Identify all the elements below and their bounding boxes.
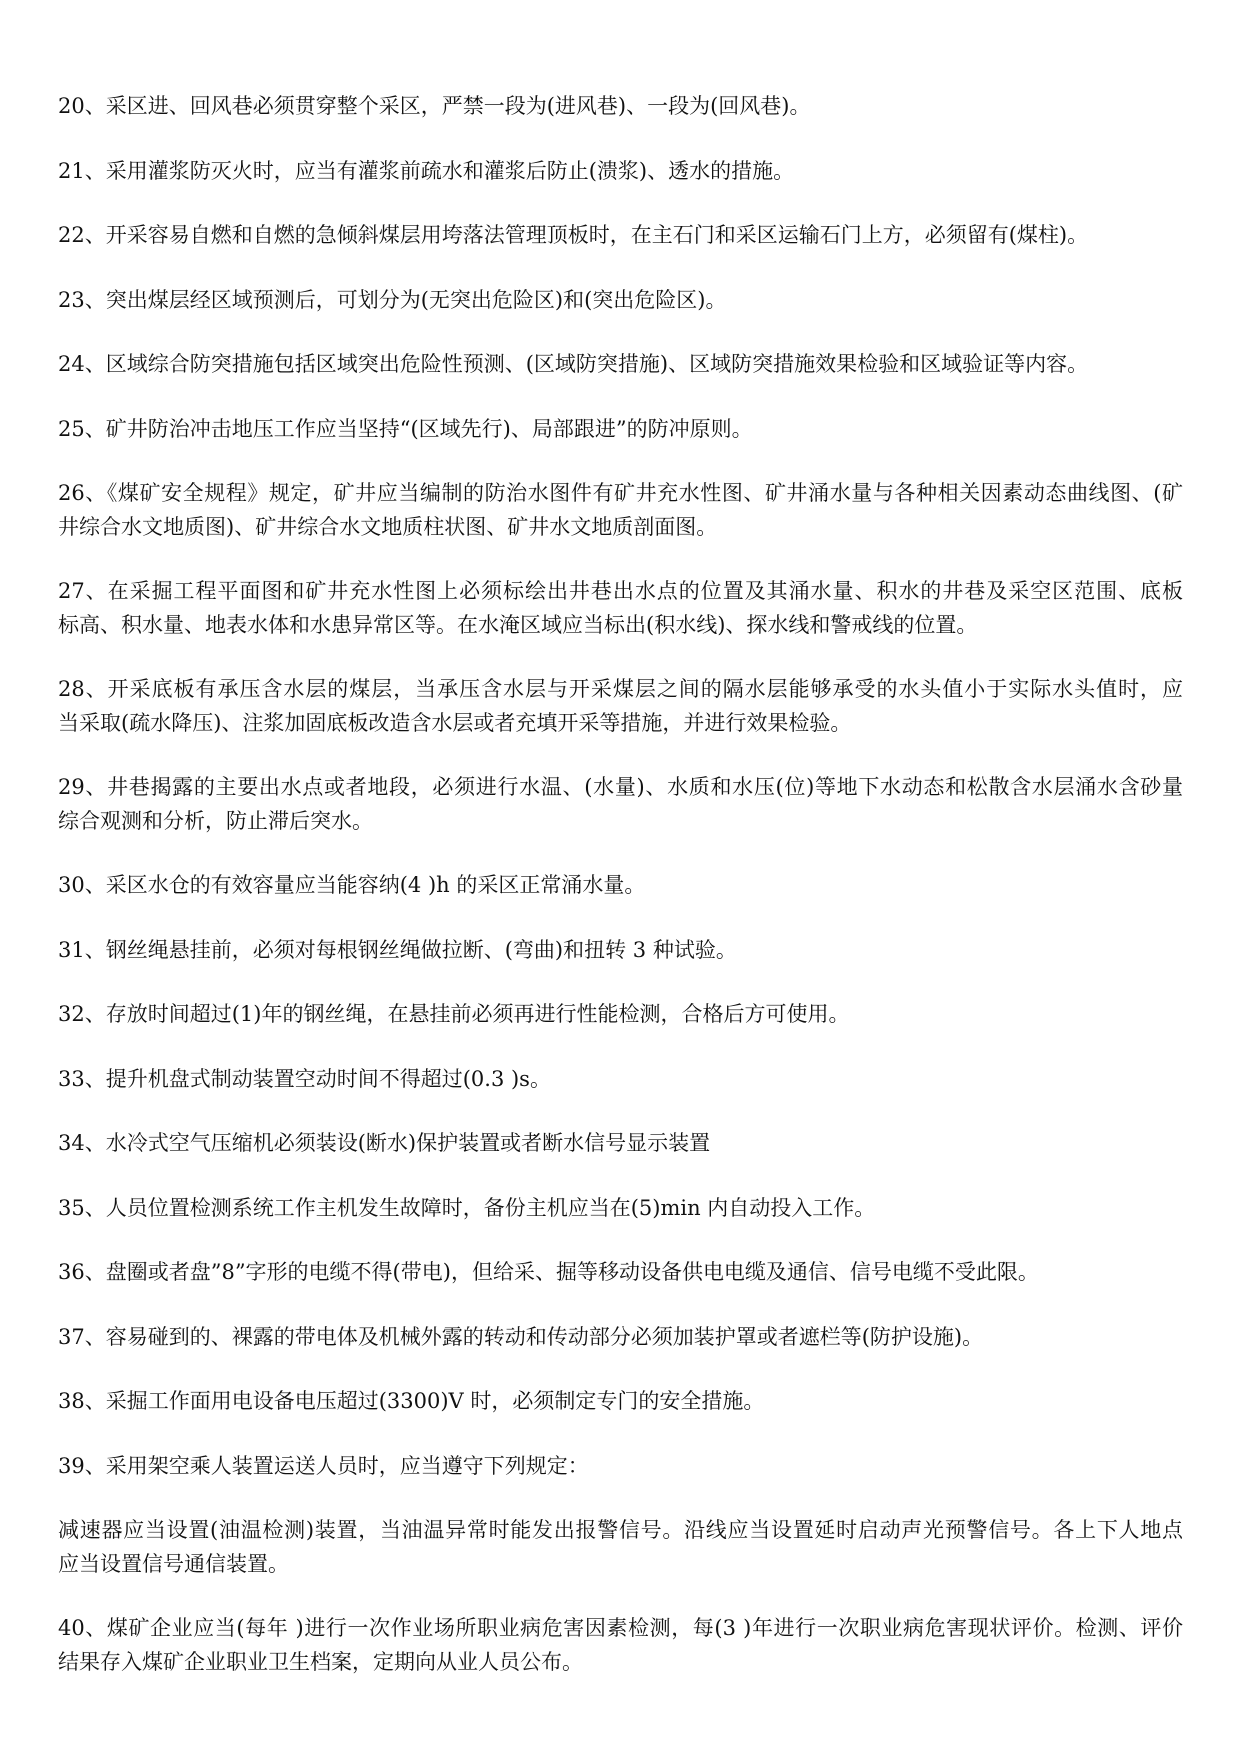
paragraph-line: 35、人员位置检测系统工作主机发生故障时，备份主机应当在(5)min 内自动投入工作。 (58, 1195, 876, 1220)
paragraph-line: 31、钢丝绳悬挂前，必须对每根钢丝绳做拉断、(弯曲)和扭转 3 种试验。 (58, 937, 737, 962)
paragraph-line: 26、《煤矿安全规程》规定，矿井应当编制的防治水图件有矿井充水性图、矿井涌水量与各种相关因素动态曲线图、(矿 (58, 481, 1183, 505)
paragraph-line: 38、采掘工作面用电设备电压超过(3300)V 时，必须制定专门的安全措施。 (58, 1389, 765, 1413)
paragraph-line: 34、水冷式空气压缩机必须装设(断水)保护装置或者断水信号显示装置 (58, 1131, 711, 1155)
paragraph-line: 32、存放时间超过(1)年的钢丝绳，在悬挂前必须再进行性能检测，合格后方可使用。 (58, 1002, 850, 1026)
question-paragraph-39-detail (58, 1514, 1183, 1581)
paragraph-line: 减速器应当设置(油温检测)装置，当油温异常时能发出报警信号。沿线应当设置延时启动声光预警信号。各上下人地点 (58, 1518, 1183, 1542)
question-paragraph-31 (58, 934, 1183, 968)
paragraph-line: 37、容易碰到的、裸露的带电体及机械外露的转动和传动部分必须加装护罩或者遮栏等(防护设施)。 (58, 1324, 984, 1349)
paragraph-line: 22、开采容易自燃和自燃的急倾斜煤层用垮落法管理顶板时，在主石门和采区运输石门上方，必须留有(煤柱)。 (58, 223, 1089, 247)
question-paragraph-26 (58, 477, 1183, 544)
question-paragraph-20 (58, 90, 1183, 124)
paragraph-line: 24、区域综合防突措施包括区域突出危险性预测、(区域防突措施)、区域防突措施效果检验和区域验证等内容。 (58, 352, 1089, 376)
paragraph-line: 标高、积水量、地表水体和水患异常区等。在水淹区域应当标出(积水线)、探水线和警戒线的位置。 (58, 612, 978, 637)
question-paragraph-34 (58, 1127, 1183, 1161)
question-paragraph-32 (58, 998, 1183, 1032)
question-paragraph-27 (58, 575, 1183, 642)
paragraph-line: 29、井巷揭露的主要出水点或者地段，必须进行水温、(水量)、水质和水压(位)等地下水动态和松散含水层涌水含砂量 (58, 775, 1183, 799)
question-paragraph-24 (58, 348, 1183, 382)
question-paragraph-35 (58, 1192, 1183, 1226)
question-paragraph-36 (58, 1256, 1183, 1290)
question-paragraph-38 (58, 1385, 1183, 1419)
paragraph-line: 25、矿井防治冲击地压工作应当坚持“(区域先行)、局部跟进”的防冲原则。 (58, 416, 753, 441)
question-paragraph-25 (58, 413, 1183, 447)
paragraph-line: 36、盘圈或者盘”8”字形的电缆不得(带电)，但给采、掘等移动设备供电电缆及通信、信号电缆不受此限。 (58, 1260, 1039, 1284)
question-paragraph-23 (58, 284, 1183, 318)
question-paragraph-29 (58, 771, 1183, 838)
question-paragraph-28 (58, 673, 1183, 740)
paragraph-line: 39、采用架空乘人装置运送人员时，应当遵守下列规定： (58, 1453, 589, 1478)
paragraph-line: 当采取(疏水降压)、注浆加固底板改造含水层或者充填开采等措施，并进行效果检验。 (58, 710, 852, 735)
paragraph-line: 28、开采底板有承压含水层的煤层，当承压含水层与开采煤层之间的隔水层能够承受的水头值小于实际水头值时，应 (58, 677, 1183, 701)
paragraph-line: 23、突出煤层经区域预测后，可划分为(无突出危险区)和(突出危险区)。 (58, 287, 727, 312)
question-paragraph-30 (58, 869, 1183, 903)
paragraph-line: 30、采区水仓的有效容量应当能容纳(4 )h 的采区正常涌水量。 (58, 873, 646, 897)
paragraph-line: 结果存入煤矿企业职业卫生档案，定期向从业人员公布。 (58, 1649, 583, 1674)
question-paragraph-33 (58, 1063, 1183, 1097)
question-paragraph-21 (58, 155, 1183, 189)
paragraph-line: 33、提升机盘式制动装置空动时间不得超过(0.3 )s。 (58, 1066, 551, 1091)
paragraph-line: 综合观测和分析，防止滞后突水。 (58, 808, 373, 833)
paragraph-line: 27、在采掘工程平面图和矿井充水性图上必须标绘出井巷出水点的位置及其涌水量、积水的井巷及采空区范围、底板 (58, 579, 1183, 603)
paragraph-line: 21、采用灌浆防灭火时，应当有灌浆前疏水和灌浆后防止(溃浆)、透水的措施。 (58, 158, 795, 183)
question-paragraph-22 (58, 219, 1183, 253)
document-page (58, 90, 1183, 1710)
paragraph-line: 20、采区进、回风巷必须贯穿整个采区，严禁一段为(进风巷)、一段为(回风巷)。 (58, 94, 811, 118)
question-paragraph-37 (58, 1321, 1183, 1355)
paragraph-line: 40、煤矿企业应当(每年 )进行一次作业场所职业病危害因素检测，每(3 )年进行一次职业病危害现状评价。检测、评价 (58, 1616, 1183, 1640)
question-paragraph-39 (58, 1450, 1183, 1484)
paragraph-line: 井综合水文地质图)、矿井综合水文地质柱状图、矿井水文地质剖面图。 (58, 514, 718, 539)
question-paragraph-40 (58, 1612, 1183, 1679)
paragraph-line: 应当设置信号通信装置。 (58, 1551, 289, 1576)
